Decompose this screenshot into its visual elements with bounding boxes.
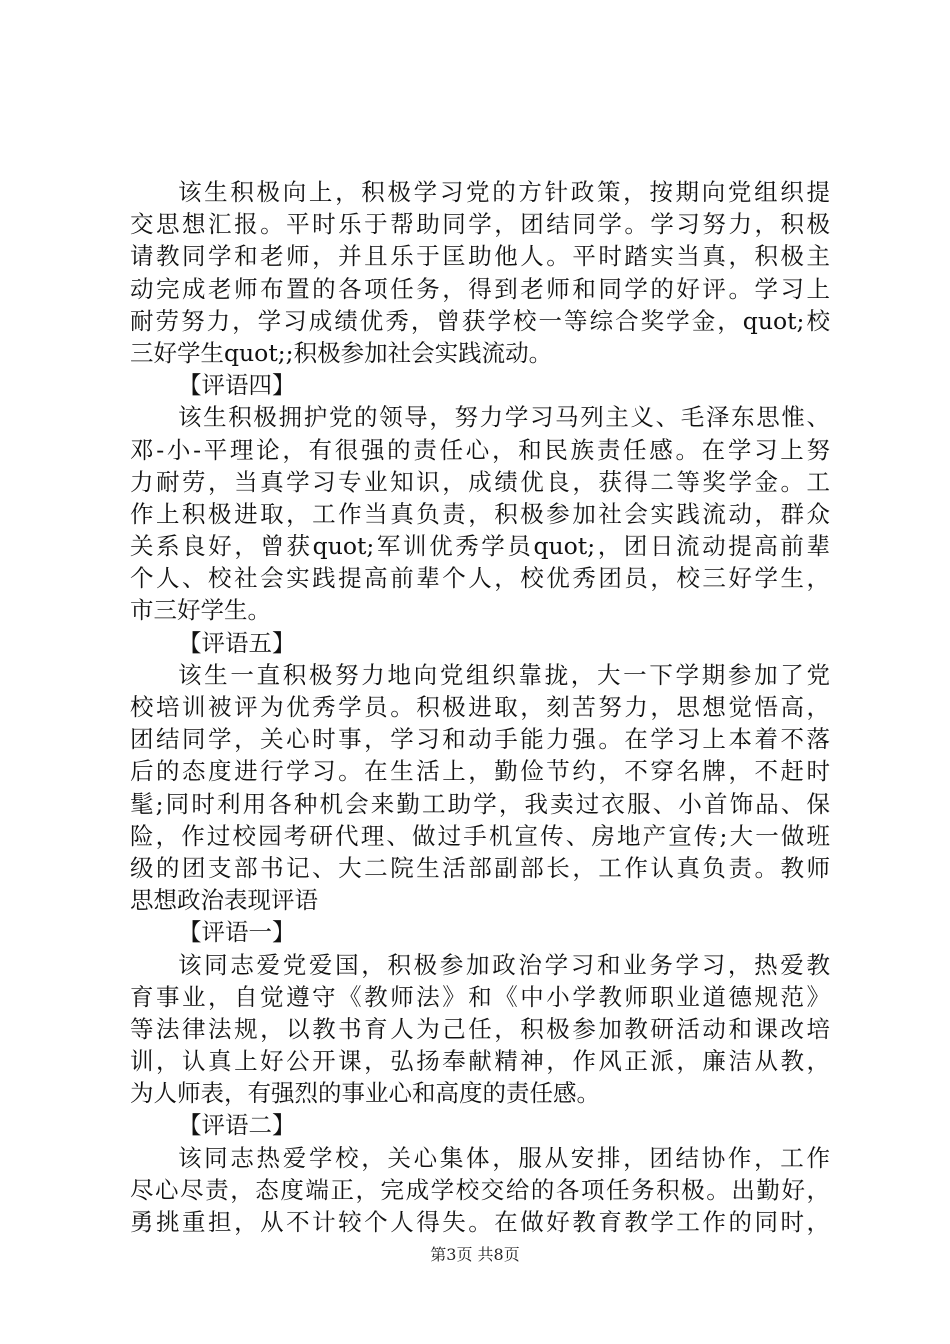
- text-line: 关系良好，曾获quot;军训优秀学员quot;，团日流动提高前辈: [130, 532, 830, 561]
- document-body: [130, 176, 830, 1238]
- paragraph: [130, 949, 830, 1110]
- text-line: 级的团支部书记、大二院生活部副部长，工作认真负责。教师: [130, 853, 830, 882]
- text-line: 三好学生quot;;积极参加社会实践流动。: [130, 338, 553, 367]
- section-heading: 【评语四】: [178, 371, 296, 400]
- text-line: 作上积极进取，工作当真负责，积极参加社会实践流动，群众: [130, 499, 830, 528]
- text-line: 该同志爱党爱国，积极参加政治学习和业务学习，热爱教: [178, 950, 830, 979]
- text-line: 为人师表，有强烈的事业心和高度的责任感。: [130, 1079, 600, 1108]
- text-line: 髦;同时利用各种机会来勤工助学，我卖过衣服、小首饰品、保: [130, 789, 830, 818]
- paragraph: [130, 659, 830, 917]
- text-line: 训，认真上好公开课，弘扬奉献精神，作风正派，廉洁从教，: [130, 1047, 830, 1076]
- text-line: 该同志热爱学校，关心集体，服从安排，团结协作，工作: [178, 1143, 830, 1172]
- text-line: 勇挑重担，从不计较个人得失。在做好教育教学工作的同时，: [130, 1208, 830, 1236]
- text-line: 耐劳努力，学习成绩优秀，曾获学校一等综合奖学金，quot;校: [130, 306, 830, 335]
- section-heading: 【评语五】: [178, 628, 296, 657]
- text-line: 校培训被评为优秀学员。积极进取，刻苦努力，思想觉悟高，: [130, 693, 830, 721]
- text-line: 思想政治表现评语: [130, 886, 318, 915]
- text-line: 该生积极拥护党的领导，努力学习马列主义、毛泽东思惟、: [178, 403, 830, 432]
- text-line: 后的态度进行学习。在生活上，勤俭节约，不穿名牌，不赶时: [130, 757, 830, 786]
- paragraph: [130, 401, 830, 626]
- text-line: 个人、校社会实践提高前辈个人，校优秀团员，校三好学生，: [130, 564, 830, 593]
- text-line: 育事业，自觉遵守《教师法》和《中小学教师职业道德规范》: [130, 982, 830, 1011]
- text-line: 险，作过校园考研代理、做过手机宣传、房地产宣传;大一做班: [130, 821, 830, 850]
- text-line: 交思想汇报。平时乐于帮助同学，团结同学。学习努力，积极: [130, 210, 830, 239]
- text-line: 市三好学生。: [130, 596, 271, 625]
- text-line: 等法律法规，以教书育人为己任，积极参加教研活动和课改培: [130, 1014, 830, 1043]
- text-line: 该生积极向上，积极学习党的方针政策，按期向党组织提: [178, 178, 830, 206]
- text-line: 该生一直积极努力地向党组织靠拢，大一下学期参加了党: [178, 660, 830, 689]
- section-heading: 【评语一】: [178, 918, 296, 947]
- paragraph: [130, 176, 830, 369]
- text-line: 团结同学，关心时事，学习和动手能力强。在学习上本着不落: [130, 725, 830, 754]
- text-line: 邓-小-平理论，有很强的责任心，和民族责任感。在学习上努: [130, 435, 830, 464]
- section-heading: 【评语二】: [178, 1111, 296, 1140]
- text-line: 请教同学和老师，并且乐于匡助他人。平时踏实当真，积极主: [130, 242, 830, 271]
- text-line: 动完成老师布置的各项任务，得到老师和同学的好评。学习上: [130, 274, 830, 303]
- paragraph: [130, 1142, 830, 1239]
- text-line: 力耐劳，当真学习专业知识，成绩优良，获得二等奖学金。工: [130, 467, 830, 496]
- page-number-footer: 第3页 共8页: [430, 1245, 520, 1264]
- text-line: 尽心尽责，态度端正，完成学校交给的各项任务积极。出勤好，: [130, 1175, 830, 1204]
